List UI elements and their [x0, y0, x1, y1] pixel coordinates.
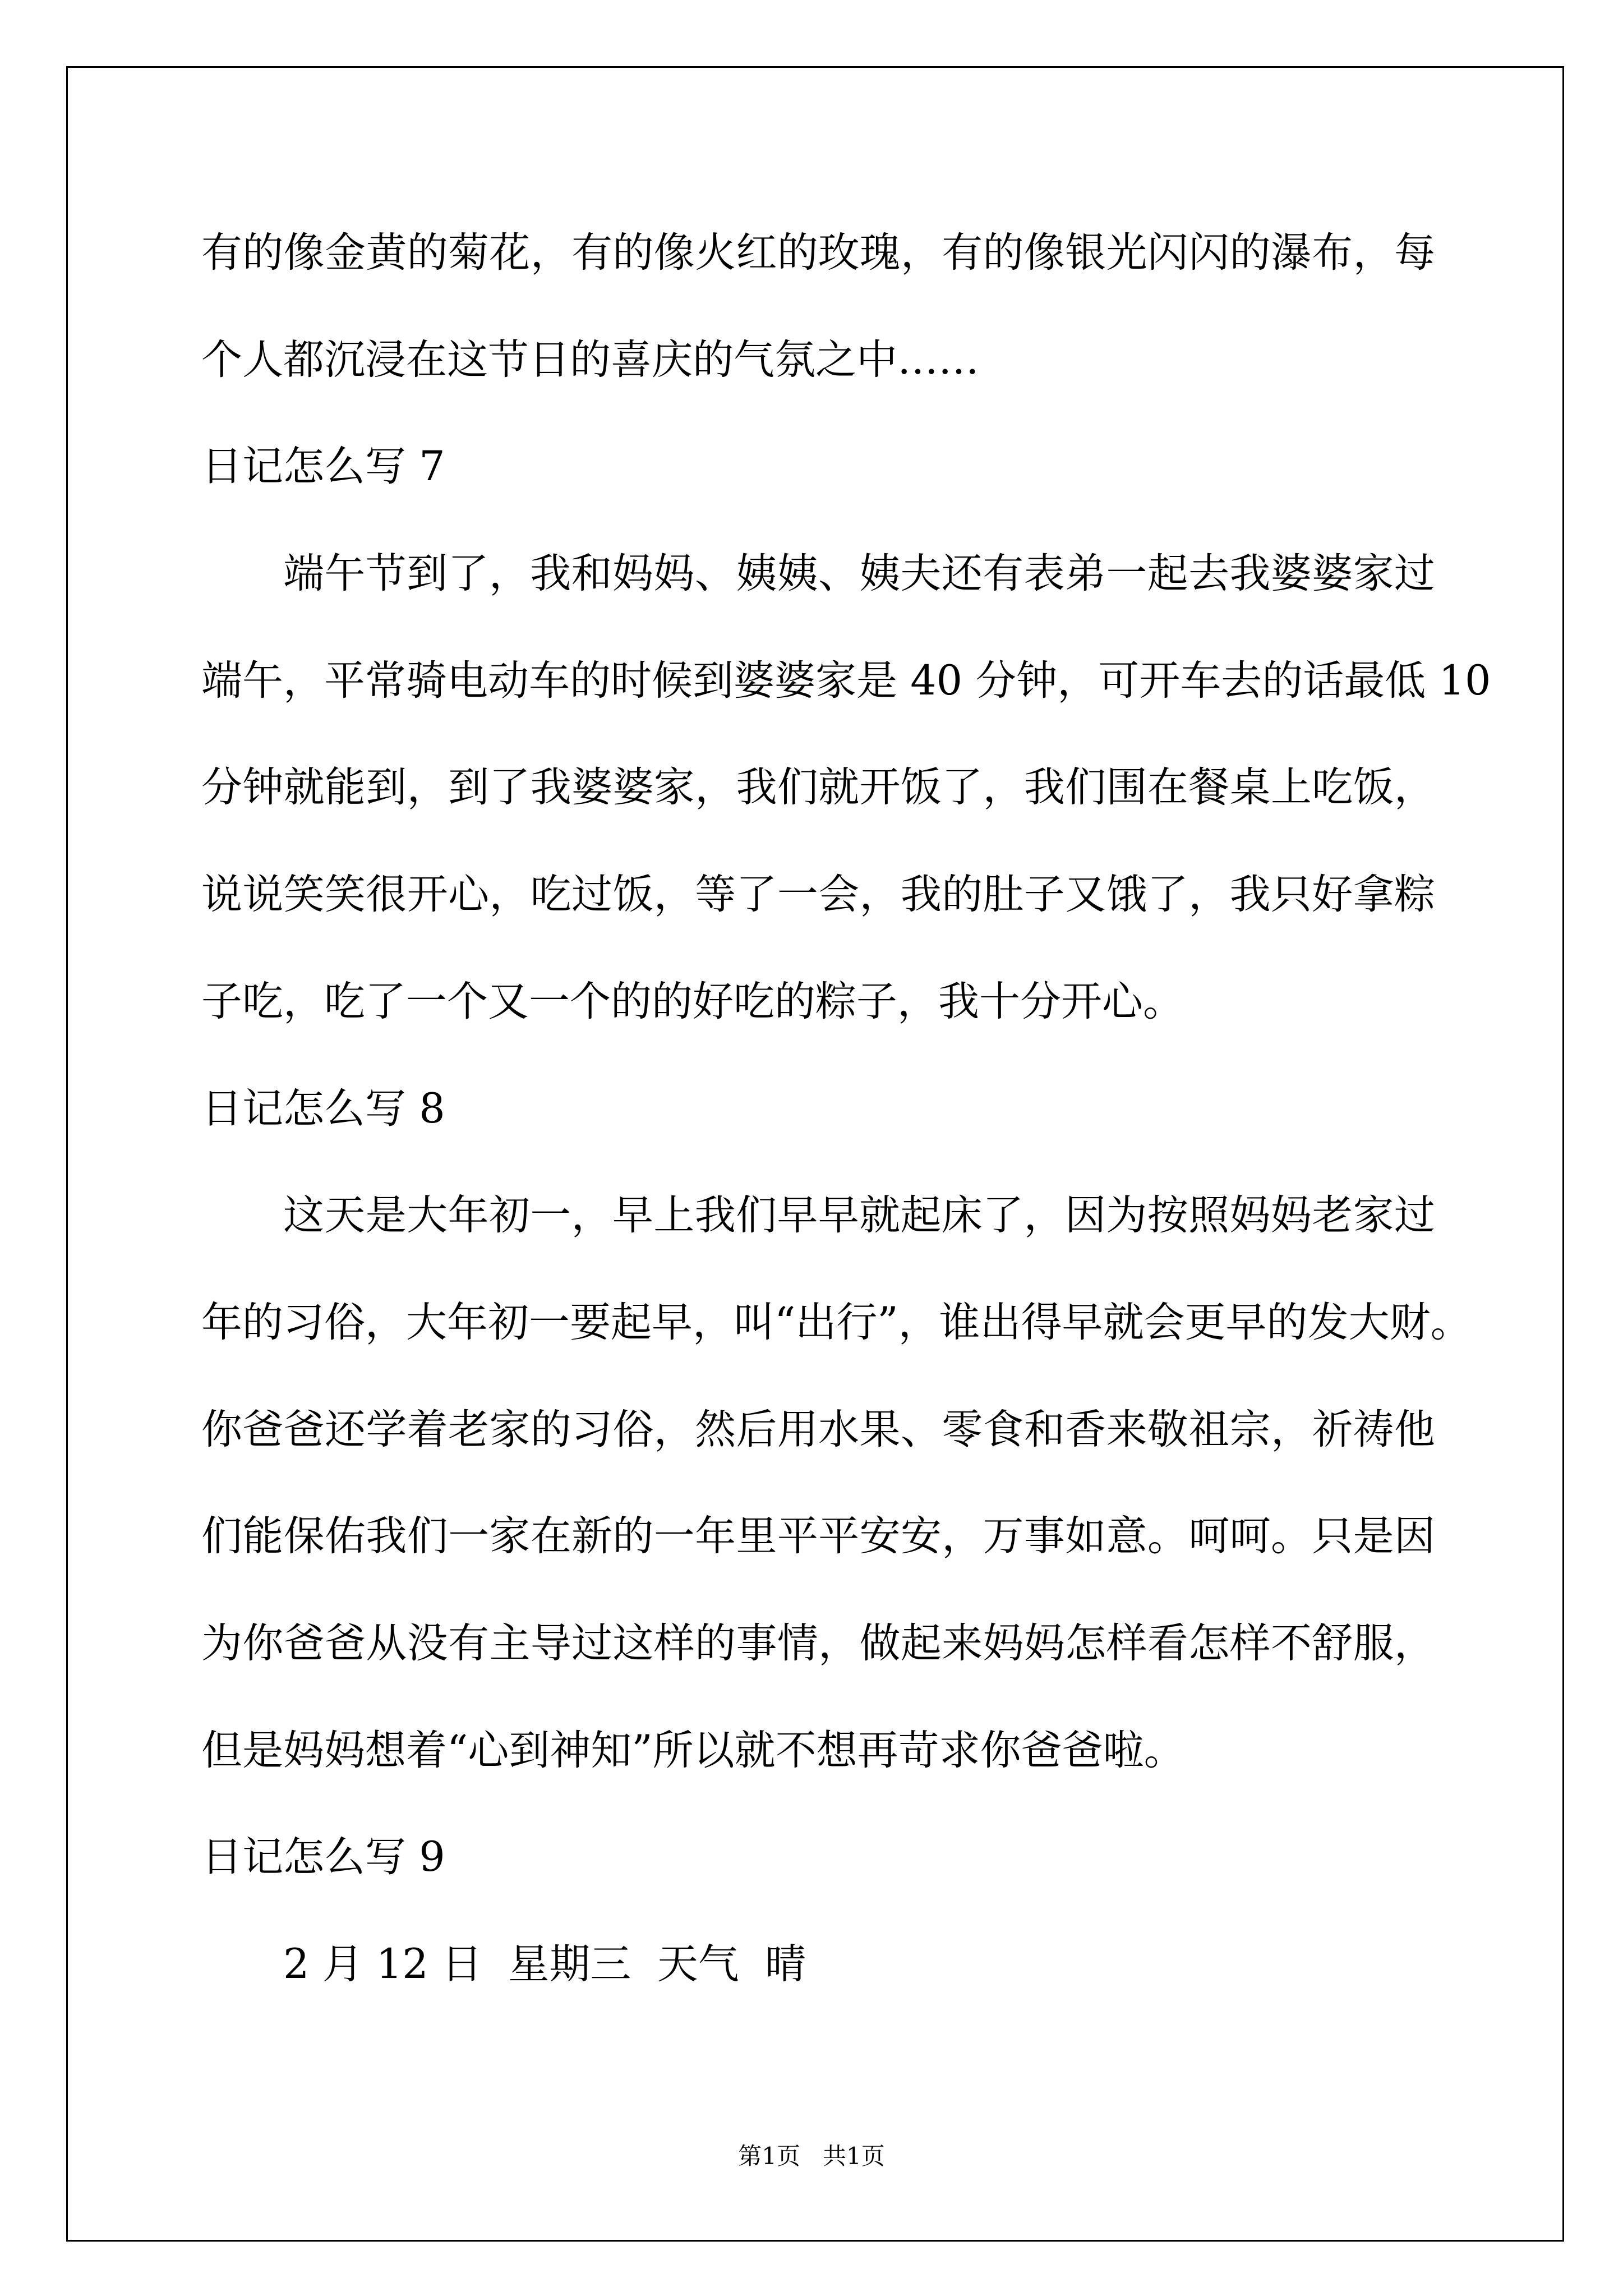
- entry-heading: 日记怎么写 8: [201, 1084, 445, 1133]
- entry-heading: 日记怎么写 9: [201, 1833, 445, 1881]
- paragraph-line: 子吃，吃了一个又一个的的好吃的粽子，我十分开心。: [201, 977, 1184, 1025]
- paragraph-line: 分钟就能到，到了我婆婆家，我们就开饭了，我们围在餐桌上吃饭，: [201, 763, 1435, 812]
- paragraph-line: 个人都沉浸在这节日的喜庆的气氛之中……: [201, 335, 979, 384]
- paragraph-line: 端午节到了，我和妈妈、姨姨、姨夫还有表弟一起去我婆婆家过: [283, 550, 1435, 598]
- paragraph-line: 年的习俗，大年初一要起早，叫“出行”，谁出得早就会更早的发大财。: [201, 1298, 1472, 1346]
- paragraph-line: 有的像金黄的菊花，有的像火红的玫瑰，有的像银光闪闪的瀑布，每: [201, 229, 1435, 277]
- paragraph-line: 但是妈妈想着“心到神知”所以就不想再苛求你爸爸啦。: [201, 1726, 1185, 1774]
- document-body: [201, 200, 1491, 2018]
- paragraph-line: 们能保佑我们一家在新的一年里平平安安，万事如意。呵呵。只是因: [201, 1512, 1435, 1561]
- page-number-footer: 第1页 共1页: [738, 2142, 885, 2170]
- entry-heading: 日记怎么写 7: [201, 443, 445, 491]
- paragraph-line: 端午，平常骑电动车的时候到婆婆家是 40 分钟，可开车去的话最低 10: [201, 656, 1491, 705]
- paragraph-line: 为你爸爸从没有主导过这样的事情，做起来妈妈怎样看怎样不舒服，: [201, 1619, 1435, 1667]
- paragraph-line: 说说笑笑很开心，吃过饭，等了一会，我的肚子又饿了，我只好拿粽: [201, 871, 1435, 919]
- paragraph-line: 你爸爸还学着老家的习俗，然后用水果、零食和香来敬祖宗，祈祷他: [201, 1405, 1435, 1453]
- paragraph-line: 2 月 12 日 星期三 天气 晴: [283, 1940, 806, 1988]
- paragraph-line: 这天是大年初一，早上我们早早就起床了，因为按照妈妈老家过: [283, 1191, 1435, 1240]
